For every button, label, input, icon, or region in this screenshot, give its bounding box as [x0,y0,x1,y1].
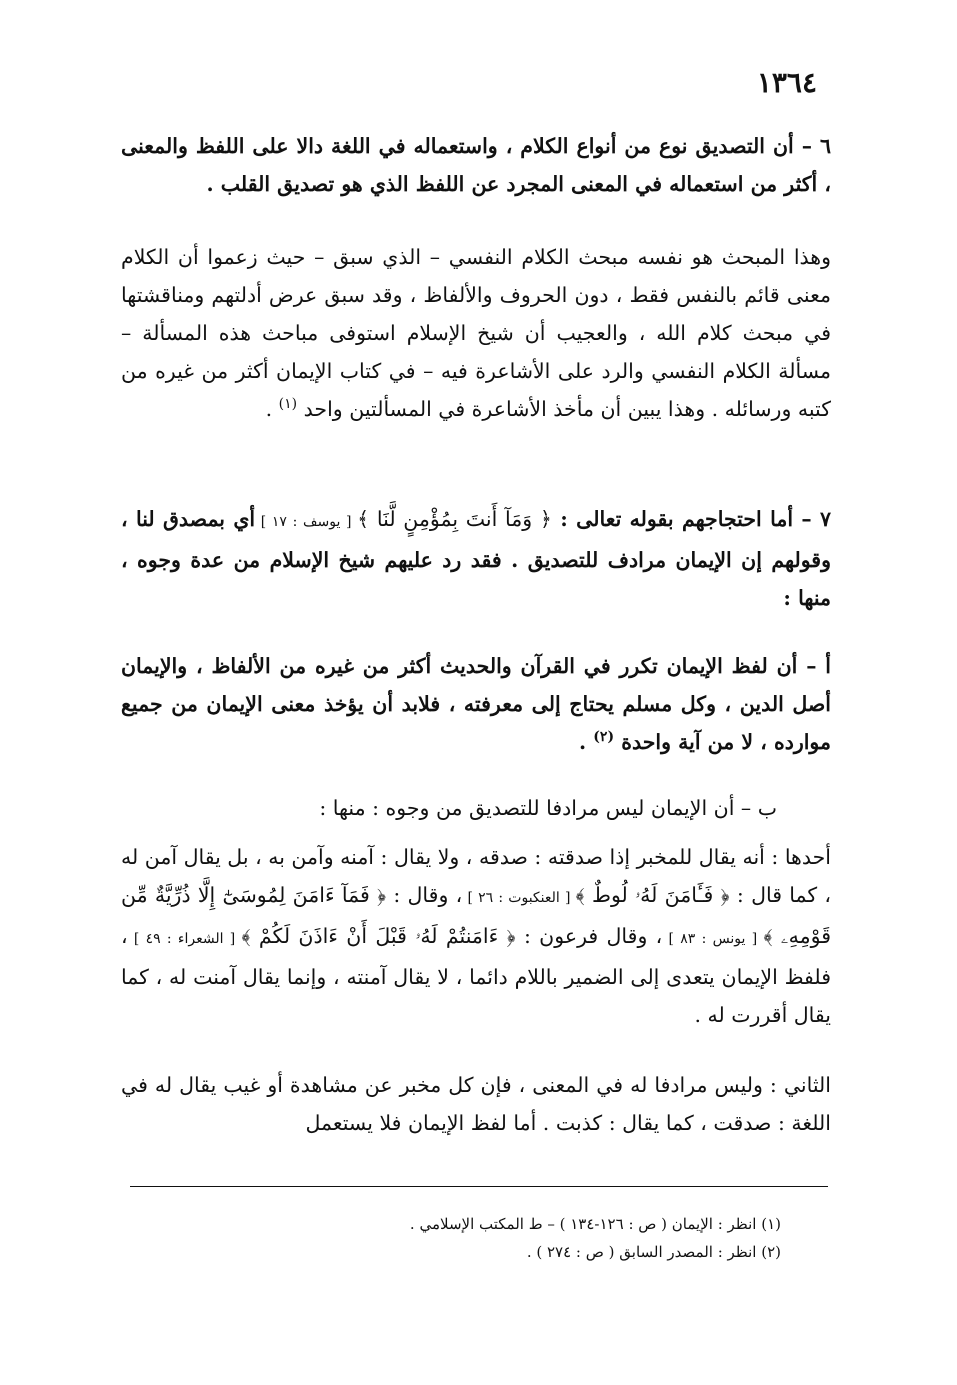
point-7-intro: ٧ – أما احتجاجهم بقوله تعالى : [551,507,831,531]
quran-verse-yunus: ﴿ فَمَآ ءَامَنَ لِمُوسَىٰٓ إِلَّا ذُرِّيَّةٌ مِّن قَوْمِهِۦ ﴾ [121,883,831,948]
paragraph-point-7 [121,500,831,617]
verse-reference-yunus: [ يونس : ٨٣ ] [662,931,764,947]
ahaduha-text-2: ، وقال : [386,883,463,907]
point-6-text: ٦ – أن التصديق نوع من أنواع الكلام ، واستعماله في اللغة دالا على اللفظ والمعنى ، أكثر من استعماله في المعنى المجرد عن اللفظ الذي هو تصديق القلب . [121,134,831,196]
ahaduha-text-1: أحدها : أنه يقال للمخبر إذا صدقته : صدقه ، ولا يقال : آمنه وآمن به ، بل يقال آمن له ، كما قال : [121,845,832,907]
footnote-marker-2[interactable]: (٢) [593,729,615,745]
verse-reference-yusuf: [ يوسف : ١٧ ] [255,514,358,530]
mabhath-end: . [265,397,279,421]
paragraph-ahaduha [121,838,831,1034]
footnote-2: (٢) انظر : المصدر السابق ( ص : ٢٧٤ ) . [526,1243,781,1261]
footnote-divider [130,1186,828,1187]
quran-verse-ankabut: ﴿ فَـَٔامَنَ لَهُۥ لُوطٌ ﴾ [575,883,730,907]
ahaduha-text-4: ، فلفظ الإيمان يتعدى إلى الضمير باللام دائما ، لا يقال آمنته ، وإنما يقال آمنت له ، كما يقال أقررت له . [121,924,831,1027]
verse-reference-ankabut: [ العنكبوت : ٢٦ ] [462,890,576,906]
point-alif-end: . [579,730,594,754]
paragraph-point-ba [121,789,777,827]
footnote-marker-1[interactable]: (١) [278,396,298,412]
thani-text: الثاني : وليس مرادفا له في المعنى ، فإن كل مخبر عن مشاهدة أو غيب يقال له في اللغة : صدقت ، كما يقال : كذبت . أما لفظ الإيمان فلا يستعمل [121,1073,831,1135]
paragraph-mabhath [121,238,831,428]
footnotes [121,1210,781,1266]
quran-verse-yusuf: ﴿ وَمَآ أَنتَ بِمُؤْمِنٍ لَّنَا ﴾ [357,507,552,531]
quran-verse-shuara: ﴿ ءَامَنتُمْ لَهُۥ قَبْلَ أَنْ ءَاذَنَ لَكُمْ ﴾ [241,924,516,948]
paragraph-thani [121,1066,831,1142]
point-7-rest: أي بمصدق لنا ، وقولهم إن الإيمان مرادف للتصديق . فقد رد عليهم شيخ الإسلام من عدة وجوه ، منها : [121,507,831,610]
paragraph-point-alif [121,647,831,761]
page-number: ١٣٦٤ [756,66,817,99]
mabhath-text: وهذا المبحث هو نفسه مبحث الكلام النفسي – الذي سبق – حيث زعموا أن الكلام معنى قائم بالنفس فقط ، دون الحروف والألفاظ ، وقد سبق عرض أدلتهم ومناقشتها في مبحث كلام الله ، والعجيب أن شيخ الإسلام استوفى مباحث هذه المسألة – مسألة الكلام النفسي والرد على الأشاعرة فيه – في كتاب الإيمان أكثر من غيره من كتبه ورسائله . وهذا يبين أن مأخذ الأشاعرة في المسألتين واحد [121,245,831,421]
paragraph-point-6 [121,127,831,203]
point-alif-text: أ – أن لفظ الإيمان تكرر في القرآن والحديث أكثر من غيره من الألفاظ ، والإيمان أصل الدين ، وكل مسلم يحتاج إلى معرفته ، فلابد أن يؤخذ معنى الإيمان من جميع موارده ، لا من آية واحدة [121,654,831,754]
ahaduha-text-3: ، وقال فرعون : [515,924,663,948]
verse-reference-shuara: [ الشعراء : ٤٩ ] [127,931,242,947]
footnote-1: (١) انظر : الإيمان ( ص : ١٢٦-١٣٤ ) – ط المكتب الإسلامي . [409,1215,781,1233]
point-ba-text: ب – أن الإيمان ليس مرادفا للتصديق من وجوه : منها : [319,796,777,820]
